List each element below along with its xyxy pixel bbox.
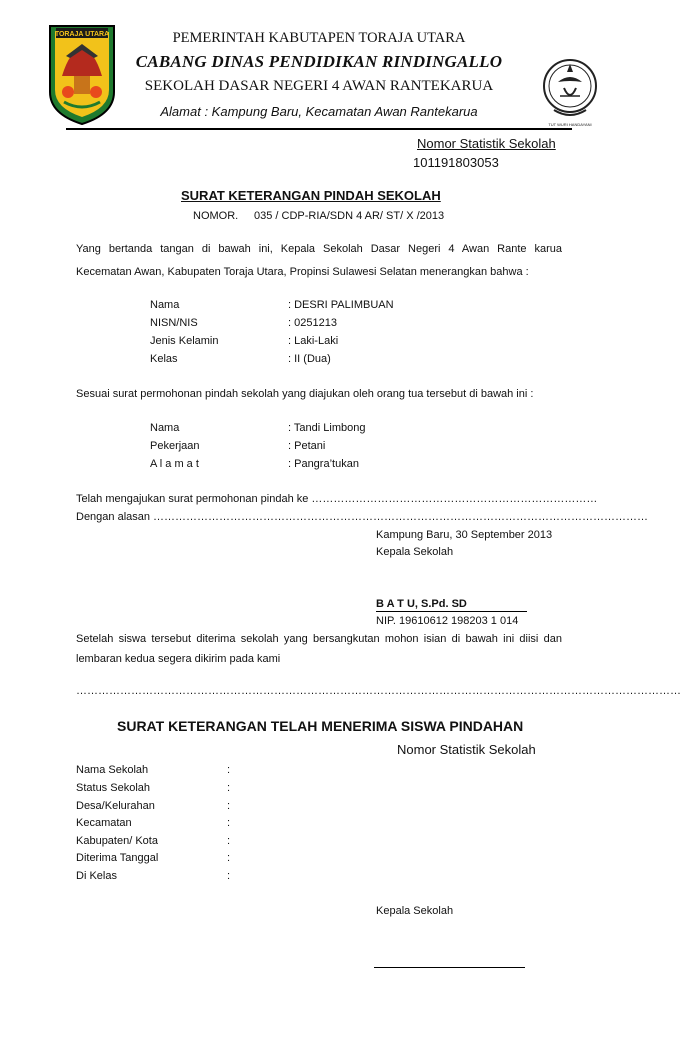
statistik-number: 101191803053: [413, 155, 499, 170]
receipt-field-value[interactable]: :: [227, 782, 231, 794]
receipt-signature-position: Kepala Sekolah: [376, 905, 454, 917]
parent-field-value: : Tandi Limbong: [288, 422, 366, 434]
student-field-value: : DESRI PALIMBUAN: [288, 299, 394, 311]
receipt-field-label: Di Kelas: [76, 870, 117, 882]
logo-banner-text: TORAJA UTARA: [54, 31, 110, 38]
receipt-field-value[interactable]: :: [227, 835, 231, 847]
header-agency: CABANG DINAS PENDIDIKAN RINDINGALLO: [135, 52, 503, 71]
receipt-field-value[interactable]: :: [227, 870, 231, 882]
reason-line: Dengan alasan ………………………………………………………………………………………………………………………: [76, 511, 649, 523]
student-field-value: : 0251213: [288, 317, 337, 329]
receipt-field-value[interactable]: :: [227, 852, 231, 864]
letter-number-label: NOMOR.: [193, 210, 239, 222]
receipt-field-label: Nama Sekolah: [76, 764, 149, 776]
signature-place-date: Kampung Baru, 30 September 2013: [376, 529, 553, 541]
statistik-label: Nomor Statistik Sekolah: [417, 136, 556, 151]
ministry-logo: [540, 52, 600, 128]
signature-position: Kepala Sekolah: [376, 546, 454, 558]
receipt-signature-line: [374, 967, 525, 968]
student-field-value: : II (Dua): [288, 353, 331, 365]
receipt-field-label: Desa/Kelurahan: [76, 800, 155, 812]
signer-name-underline: [376, 611, 527, 612]
receipt-field-label: Status Sekolah: [76, 782, 150, 794]
signer-nip: NIP. 19610612 198203 1 014: [376, 615, 519, 627]
intro-line-1: Yang bertanda tangan di bawah ini, Kepala Sekolah Dasar Negeri 4 Awan Rante karua: [76, 243, 562, 255]
letterhead-rule: [66, 128, 572, 130]
ministry-logo-text: TUT WURI HANDAYANI: [548, 122, 592, 127]
student-field-label: Nama: [150, 299, 180, 311]
receipt-field-value[interactable]: :: [227, 800, 231, 812]
receipt-field-label: Diterima Tanggal: [76, 852, 159, 864]
after-line-1: Setelah siswa tersebut diterima sekolah yang bersangkutan mohon isian di bawah ini diisi dan: [76, 633, 562, 645]
letter-title: SURAT KETERANGAN PINDAH SEKOLAH: [181, 188, 441, 203]
receipt-title: SURAT KETERANGAN TELAH MENERIMA SISWA PINDAHAN: [117, 718, 524, 734]
after-line-2: lembaran kedua segera dikirim pada kami: [76, 653, 281, 665]
parent-field-label: A l a m a t: [150, 458, 199, 470]
header-address: Alamat : Kampung Baru, Kecamatan Awan Rantekarua: [160, 104, 478, 119]
receipt-field-label: Kabupaten/ Kota: [76, 835, 158, 847]
tut-wuri-handayani-emblem-icon: [540, 52, 600, 128]
signer-name: B A T U, S.Pd. SD: [376, 598, 467, 610]
parent-field-value: : Pangra’tukan: [288, 458, 359, 470]
intro-line-2: Kecematan Awan, Kabupaten Toraja Utara, Propinsi Sulawesi Selatan menerangkan bahwa :: [76, 266, 529, 278]
parent-intro: Sesuai surat permohonan pindah sekolah yang diajukan oleh orang tua tersebut di bawah ini :: [76, 388, 534, 400]
receipt-statistik-label: Nomor Statistik Sekolah: [397, 742, 536, 757]
parent-field-label: Pekerjaan: [150, 440, 200, 452]
cut-separator: …………………………………………………………………………………………………………………………………………………: [76, 685, 681, 697]
student-row: [150, 299, 179, 311]
student-field-label: NISN/NIS: [150, 317, 198, 329]
receipt-field-value[interactable]: :: [227, 817, 231, 829]
letter-number-value: 035 / CDP-RIA/SDN 4 AR/ ST/ X /2013: [254, 210, 445, 222]
parent-field-label: Nama: [150, 422, 180, 434]
destination-line: Telah mengajukan surat permohonan pindah ke ……………………………………………………………………: [76, 493, 598, 505]
header-school: SEKOLAH DASAR NEGERI 4 AWAN RANTEKARUA: [144, 78, 494, 94]
student-field-label: Jenis Kelamin: [150, 335, 219, 347]
header-government: PEMERINTAH KABUTAPEN TORAJA UTARA: [172, 30, 466, 46]
receipt-field-value[interactable]: :: [227, 764, 231, 776]
student-field-label: Kelas: [150, 353, 178, 365]
student-field-value: : Laki-Laki: [288, 335, 339, 347]
receipt-field-label: Kecamatan: [76, 817, 132, 829]
parent-field-value: : Petani: [288, 440, 326, 452]
